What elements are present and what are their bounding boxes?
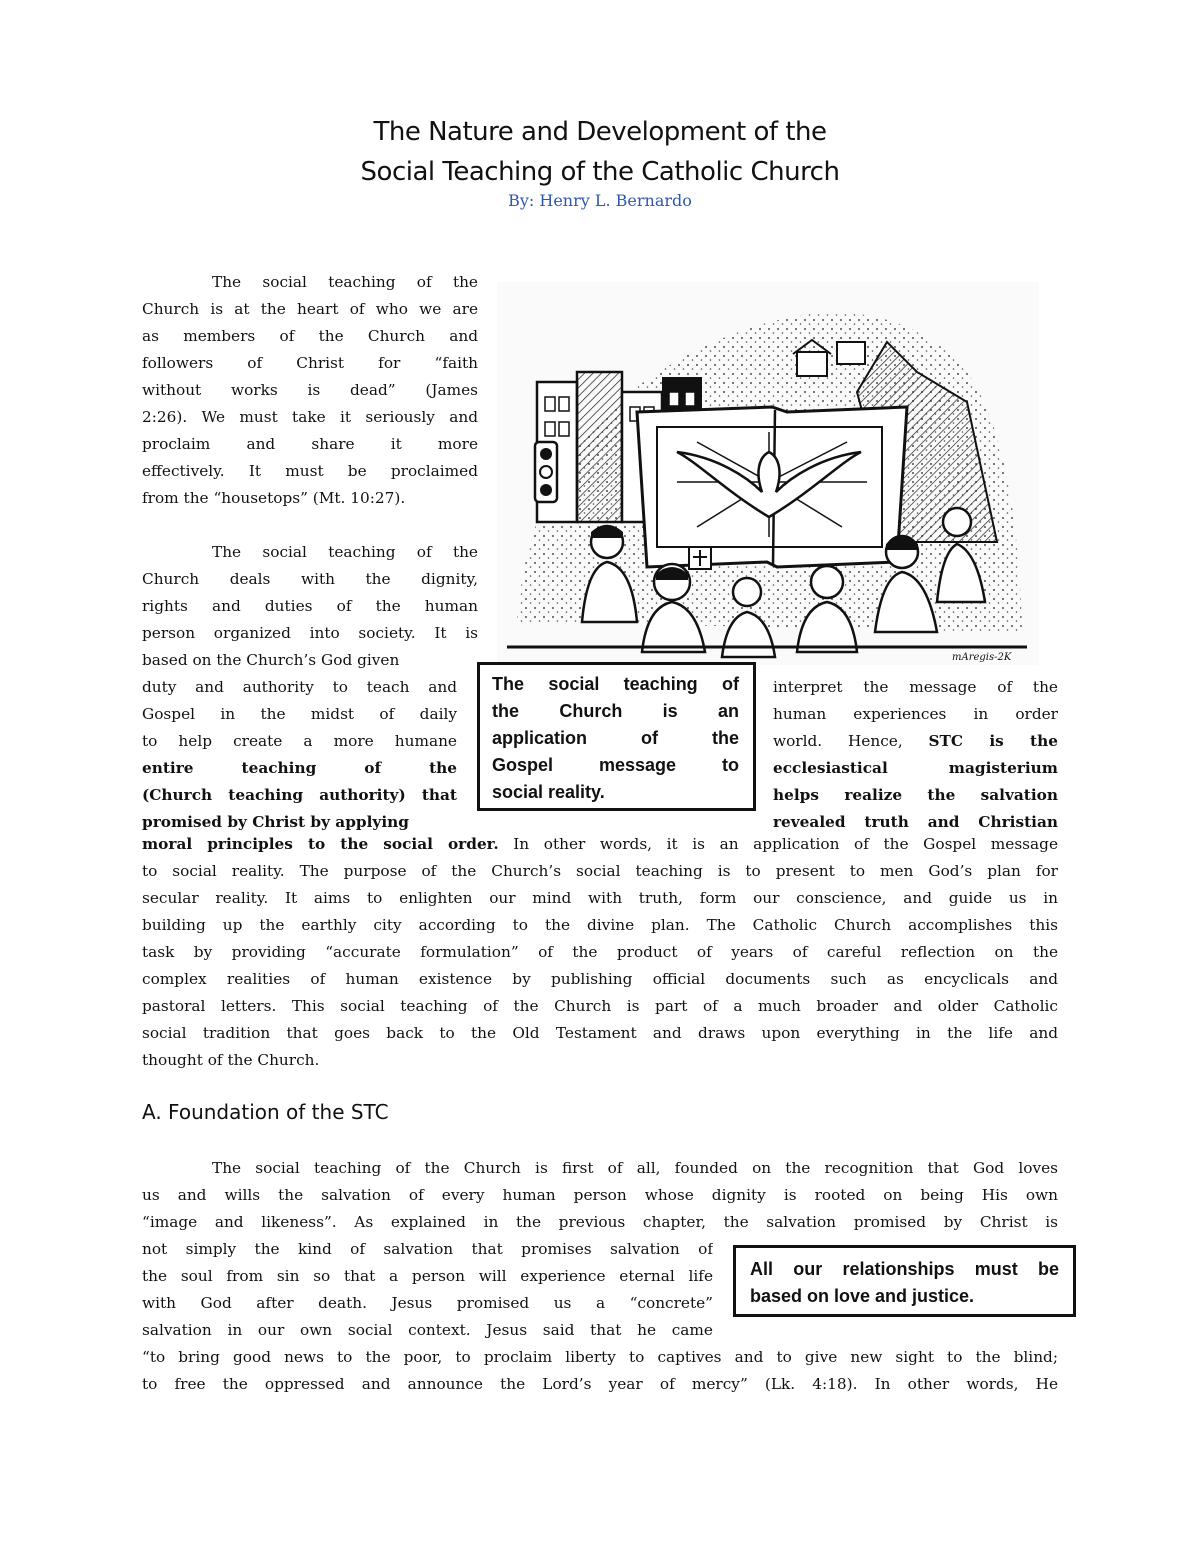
bold-fragment: moral principles to the social order. <box>142 835 499 853</box>
text-line: to help create a more humane <box>142 732 457 750</box>
pull-quote-line: based on love and justice. <box>750 1286 975 1306</box>
document-title <box>0 112 1200 192</box>
author-byline: By: Henry L. Bernardo <box>508 191 692 210</box>
text-line: person organized into society. It is <box>142 624 478 642</box>
pull-quote-box-2 <box>733 1245 1076 1317</box>
paragraph-2-left <box>142 539 478 647</box>
pull-quote-line: the Church is an <box>492 701 739 721</box>
text-line: “to bring good news to the poor, to proclaim liberty to captives and to give new sight to the blind; <box>142 1348 1058 1366</box>
text-line: secular reality. It aims to enlighten our mind with truth, form our conscience, and guide us in <box>142 889 1058 907</box>
text-line: Church is at the heart of who we are <box>142 300 478 318</box>
text-line: to free the oppressed and announce the Lord’s year of mercy” (Lk. 4:18). In other words, He <box>142 1375 1058 1393</box>
text-line: interpret the message of the <box>773 678 1058 696</box>
text-fragment: In other words, it is an application of the Gospel message <box>498 835 1058 853</box>
text-line: task by providing “accurate formulation” of the product of years of careful reflection on the <box>142 943 1058 961</box>
text-line: The social teaching of the Church is first of all, founded on the recognition that God loves <box>212 1159 1058 1177</box>
title-line-1: The Nature and Development of the <box>373 117 827 147</box>
paragraph-2-left-narrow <box>142 647 457 836</box>
text-line: 2:26). We must take it seriously and <box>142 408 478 426</box>
dove-book-city-illustration-icon <box>497 282 1039 665</box>
text-line: as members of the Church and <box>142 327 478 345</box>
text-line: building up the earthly city according to the divine plan. The Catholic Church accomplishes this <box>142 916 1058 934</box>
pull-quote-line: Gospel message to <box>492 755 739 775</box>
text-line: without works is dead” (James <box>142 381 478 399</box>
illustration-signature: mAregis-2K <box>952 652 1012 663</box>
text-line: human experiences in order <box>773 705 1058 723</box>
text-line: (Church teaching authority) that <box>142 786 457 804</box>
text-fragment: world. Hence, <box>773 732 929 750</box>
title-line-2: Social Teaching of the Catholic Church <box>360 157 840 187</box>
text-line: from the “housetops” (Mt. 10:27). <box>142 489 406 507</box>
section-heading: A. Foundation of the STC <box>142 1100 389 1124</box>
text-line: Gospel in the midst of daily <box>142 705 457 723</box>
illustration-drawing <box>497 282 1039 665</box>
text-line: complex realities of human existence by publishing official documents such as encyclicals and <box>142 970 1058 988</box>
pull-quote-line: All our relationships must be <box>750 1259 1059 1279</box>
paragraph-2-right <box>773 674 1058 836</box>
text-line: pastoral letters. This social teaching of the Church is part of a much broader and older Catholic <box>142 997 1058 1015</box>
text-line: to social reality. The purpose of the Church’s social teaching is to present to men God’s plan for <box>142 862 1058 880</box>
text-line: the soul from sin so that a person will experience eternal life <box>142 1267 713 1285</box>
pull-quote-line: application of the <box>492 728 739 748</box>
text-line: based on the Church’s God given <box>142 651 400 669</box>
text-line: ecclesiastical magisterium <box>773 759 1058 777</box>
text-line: effectively. It must be proclaimed <box>142 462 478 480</box>
paragraph-2-full <box>142 831 1058 1074</box>
text-line: helps realize the salvation <box>773 786 1058 804</box>
text-line: rights and duties of the human <box>142 597 478 615</box>
text-line: salvation in our own social context. Jesus said that he came <box>142 1321 713 1339</box>
text-line: Church deals with the dignity, <box>142 570 478 588</box>
text-line: entire teaching of the <box>142 759 457 777</box>
text-line <box>773 728 1058 755</box>
text-line <box>142 831 1058 858</box>
text-line: The social teaching of the <box>212 543 478 561</box>
text-line: with God after death. Jesus promised us a “concrete” <box>142 1294 713 1312</box>
pull-quote-box <box>477 662 756 811</box>
pull-quote-line: social reality. <box>492 782 605 802</box>
text-line: thought of the Church. <box>142 1051 320 1069</box>
text-line: promised by Christ by applying <box>142 813 409 831</box>
section-a-paragraph-top <box>142 1155 1058 1236</box>
pull-quote-line: The social teaching of <box>492 674 739 694</box>
text-line: duty and authority to teach and <box>142 678 457 696</box>
text-line: proclaim and share it more <box>142 435 478 453</box>
text-line: revealed truth and Christian <box>773 813 1058 831</box>
bold-fragment: STC is the <box>928 732 1058 750</box>
text-line: not simply the kind of salvation that promises salvation of <box>142 1240 713 1258</box>
text-line: social tradition that goes back to the Old Testament and draws upon everything in the life and <box>142 1024 1058 1042</box>
paragraph-1 <box>142 269 478 512</box>
text-line: followers of Christ for “faith <box>142 354 478 372</box>
text-line: us and wills the salvation of every human person whose dignity is rooted on being His own <box>142 1186 1058 1204</box>
text-line: The social teaching of the <box>212 273 478 291</box>
section-a-paragraph-left <box>142 1236 713 1344</box>
section-a-paragraph-bottom <box>142 1344 1058 1398</box>
text-line: “image and likeness”. As explained in the previous chapter, the salvation promised by Christ is <box>142 1213 1058 1231</box>
